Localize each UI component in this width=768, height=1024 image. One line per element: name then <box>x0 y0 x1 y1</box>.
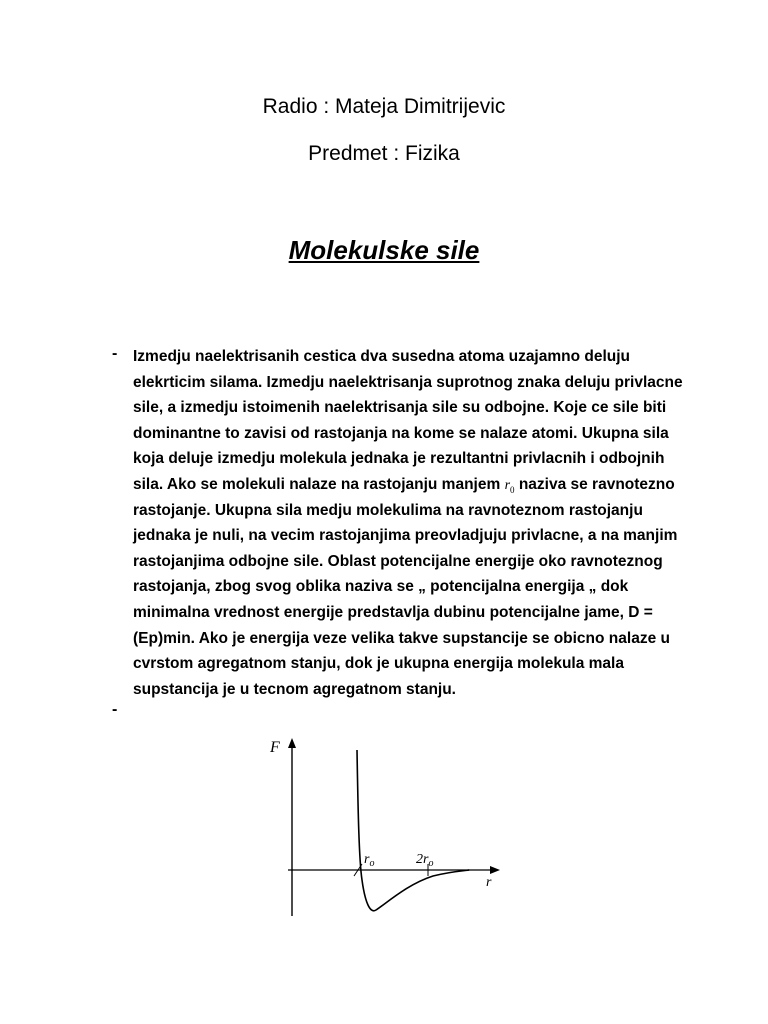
y-axis-arrow <box>288 738 296 748</box>
x-axis-arrow <box>490 866 500 874</box>
author-line: Radio : Mateja Dimitrijevic <box>262 95 506 118</box>
force-distance-graph <box>258 730 508 930</box>
paragraph-line: rastojanjima odbojne sile. Oblast potencijalne energije oko ravnoteznog <box>133 552 663 570</box>
paragraph-line: supstancija je u tecnom agregatnom stanju. <box>133 680 456 698</box>
paragraph-line: cvrstom agregatnom stanju, dok je ukupna energija molekula mala <box>133 655 624 673</box>
y-axis-label: F <box>270 739 280 756</box>
subject-line: Predmet : Fizika <box>308 142 460 165</box>
r0-letter: r <box>504 477 511 493</box>
document-title: Molekulske sile <box>288 235 480 265</box>
paragraph-line: rastojanja, zbog svog oblika naziva se „ potencijalna energija „ dok <box>133 578 629 596</box>
paragraph-line: minimalna vrednost energije predstavlja dubinu potencijalne jame, D = <box>133 603 653 621</box>
paragraph-line: sile, a izmedju istoimenih naelektrisanja sile su odbojne. Koje ce sile biti <box>133 399 667 417</box>
paragraph-line: koja deluje izmedju molekula jednaka je rezultantni privlacnih i odbojnih <box>133 450 665 468</box>
body-paragraph <box>133 344 683 702</box>
paragraph-line: rastojanje. Ukupna sila medju molekulima na ravnoteznom rastojanju <box>133 501 643 519</box>
paragraph-line: elekrticim silama. Izmedju naelektrisanja suprotnog znaka deluju privlacne <box>133 373 683 391</box>
paragraph-line: Izmedju naelektrisanih cestica dva susedna atoma uzajamno deluju <box>133 348 631 365</box>
paragraph-line <box>133 472 683 498</box>
2r0-label: $2r_o$ <box>416 852 434 869</box>
r0-symbol <box>505 478 515 493</box>
line-text: naziva se ravnotezno <box>514 475 675 493</box>
paragraph-line: (Ep)min. Ako je energija veze velika takve supstancije se obicno nalaze u <box>133 629 670 647</box>
r0-subscript: 0 <box>510 484 515 495</box>
force-curve <box>357 750 469 911</box>
line-text: sila. Ako se molekuli nalaze na rastojanju manjem <box>133 475 505 493</box>
r0-label: $r_o$ <box>364 852 375 869</box>
x-axis-label: r <box>486 875 492 890</box>
paragraph-line: jednaka je nuli, na vecim rastojanjima preovladjuju privlacne, a na manjim <box>133 527 678 545</box>
bullet-marker: - <box>112 701 118 718</box>
paragraph-line: dominantne to zavisi od rastojanja na kome se nalaze atomi. Ukupna sila <box>133 424 669 442</box>
bullet-marker: - <box>112 345 118 362</box>
